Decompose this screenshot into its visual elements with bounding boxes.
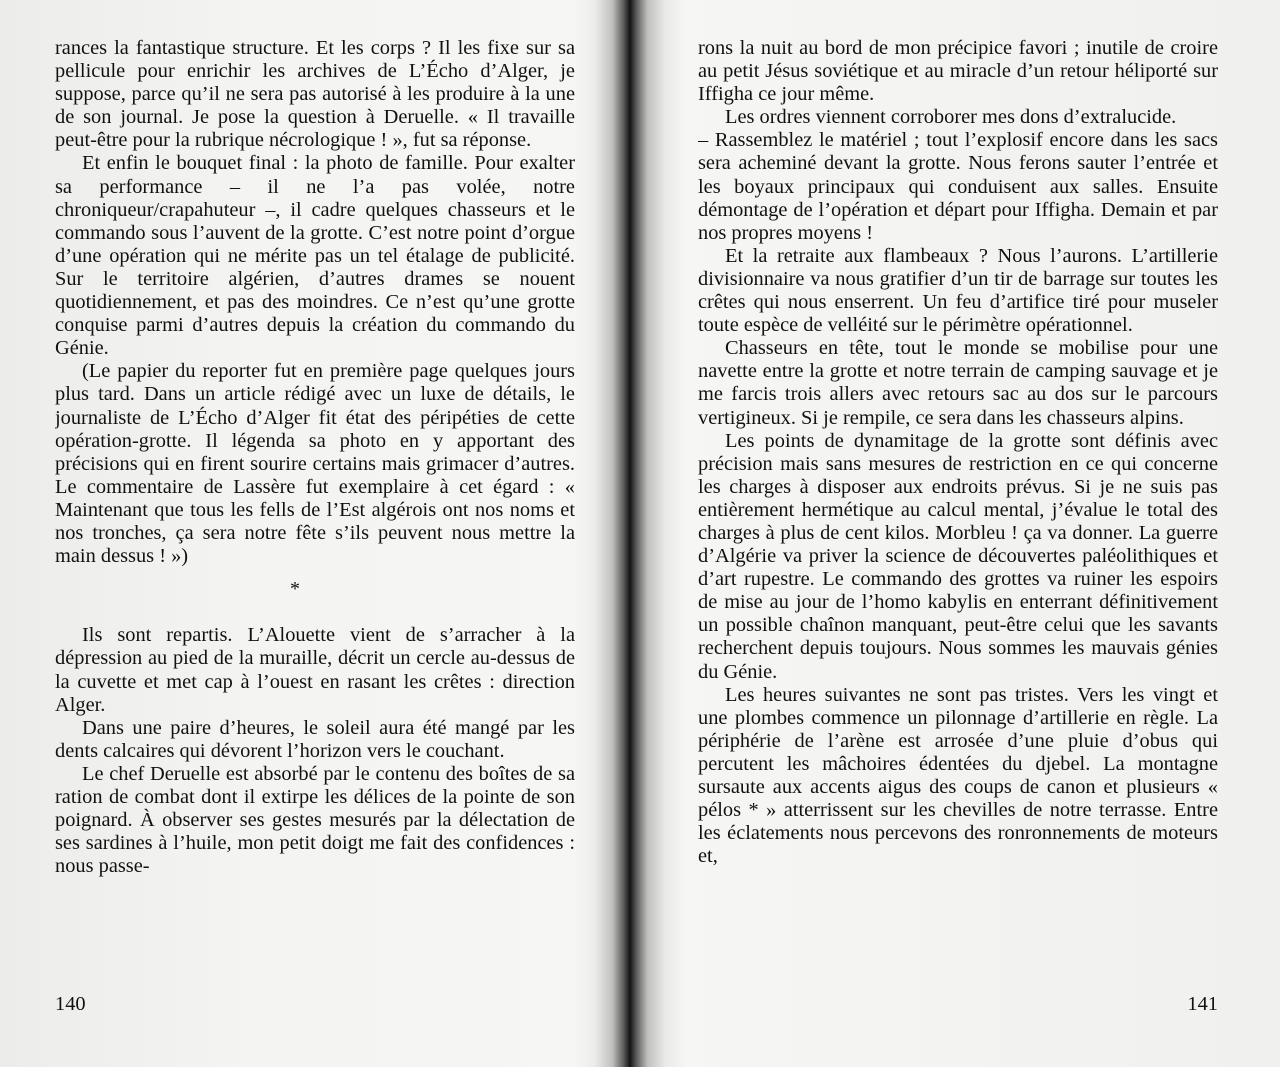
paragraph: Ils sont repartis. L’Alouette vient de s’arracher à la dépression au pied de la muraille, décrit un cercle au-dessus de la cuvette et met cap à l’ouest en rasant les crêtes : direction Alger. bbox=[55, 624, 575, 716]
right-page bbox=[698, 37, 1218, 997]
section-break: * bbox=[290, 578, 300, 601]
paragraph: Et la retraite aux flambeaux ? Nous l’aurons. L’artillerie divisionnaire va nous gratifier d’un tir de barrage sur toutes les crêtes qui nous enserrent. Un feu d’artifice tiré pour museler toute espèce de velléité sur le périmètre opérationnel. bbox=[698, 244, 1218, 337]
paragraph: rons la nuit au bord de mon précipice favori ; inutile de croire au petit Jésus soviétique et au miracle d’un retour héliporté sur Iffigha ce jour même. bbox=[698, 37, 1218, 106]
page-number-right: 141 bbox=[1187, 993, 1218, 1015]
paragraph: Chasseurs en tête, tout le monde se mobilise pour une navette entre la grotte et notre terrain de camping sauvage et je me farcis trois allers avec retours sac au dos sur le parcours vertigineux. Si je rempile, ce sera dans les chasseurs alpins. bbox=[698, 337, 1218, 429]
dialogue-paragraph: – Rassemblez le matériel ; tout l’explosif encore dans les sacs sera acheminé devant la grotte. Nous ferons sauter l’entrée et les boyaux principaux qui conduisent aux salles. Ensuite démontage de l’opération et départ pour Iffigha. Demain et par nos propres moyens ! bbox=[698, 129, 1218, 244]
paragraph: Les points de dynamitage de la grotte sont définis avec précision mais sans mesures de restriction en ce qui concerne les charges à disposer aux endroits prévus. Si je ne suis pas entièrement hermétique au calcul mental, j’évalue le total des charges à plus de cent kilos. Morbleu ! ça va donner. La guerre d’Algérie va priver la science de découvertes paléolithiques et d’art rupestre. Le commando des grottes va ruiner les espoirs de mise au jour de l’homo kabylis en enterrant définitivement un possible chaînon manquant, peut-être celui que les savants recherchent depuis toujours. Nous sommes les mauvais génies du Génie. bbox=[698, 429, 1218, 683]
paragraph: Et enfin le bouquet final : la photo de famille. Pour exalter sa performance – il ne l’a pas volée, notre chroniqueur/crapahuteur –, il cadre quelques chasseurs et le commando sous l’auvent de la grotte. C’est notre point d’orgue d’une opération qui ne mérite pas un tel étalage de publicité. Sur le territoire algérien, d’autres drames se nouent quotidiennement, et pas des moindres. Ce n’est qu’une grotte conquise parmi d’autres depuis la création du commando du Génie. bbox=[55, 152, 575, 360]
left-page bbox=[55, 37, 575, 997]
paragraph: rances la fantastique structure. Et les corps ? Il les fixe sur sa pellicule pour enrichir les archives de L’Écho d’Alger, je suppose, parce qu’il ne sera pas autorisé à les produire à la une de son journal. Je pose la question à Deruelle. « Il travaille peut-être pour la rubrique nécrologique ! », fut sa réponse. bbox=[55, 37, 575, 152]
book-gutter-shadow bbox=[575, 0, 685, 1067]
paragraph: (Le papier du reporter fut en première page quelques jours plus tard. Dans un article rédigé avec un luxe de détails, le journaliste de L’Écho d’Alger fit état des péripéties de cette opération-grotte. Il légenda sa photo en y apportant des précisions qui en firent sourire certains mais grimacer d’autres. Le commentaire de Lassère fut exemplaire à cet égard : « Maintenant que tous les fells de l’Est algérois ont nos noms et nos tronches, ça sera notre fête s’ils peuvent nous mettre la main dessus ! ») bbox=[55, 360, 575, 568]
paragraph: Les heures suivantes ne sont pas tristes. Vers les vingt et une plombes commence un pilonnage d’artillerie en règle. La périphérie de l’arène est arrosée d’une pluie d’obus qui percutent les mâchoires édentées du djebel. La montagne sursaute aux accents aigus des coups de canon et plusieurs « pélos * » atterrissent sur les chevilles de notre terrasse. Entre les éclatements nous percevons des ronronnements de moteurs et, bbox=[698, 683, 1218, 868]
paragraph: Le chef Deruelle est absorbé par le contenu des boîtes de sa ration de combat dont il extirpe les délices de la pointe de son poignard. À observer ses gestes mesurés par la délectation de ses sardines à l’huile, mon petit doigt me fait des confidences : nous passe- bbox=[55, 762, 575, 878]
page-number-left: 140 bbox=[55, 993, 86, 1015]
paragraph: Dans une paire d’heures, le soleil aura été mangé par les dents calcaires qui dévorent l’horizon vers le couchant. bbox=[55, 716, 575, 762]
paragraph: Les ordres viennent corroborer mes dons d’extralucide. bbox=[725, 106, 1177, 129]
